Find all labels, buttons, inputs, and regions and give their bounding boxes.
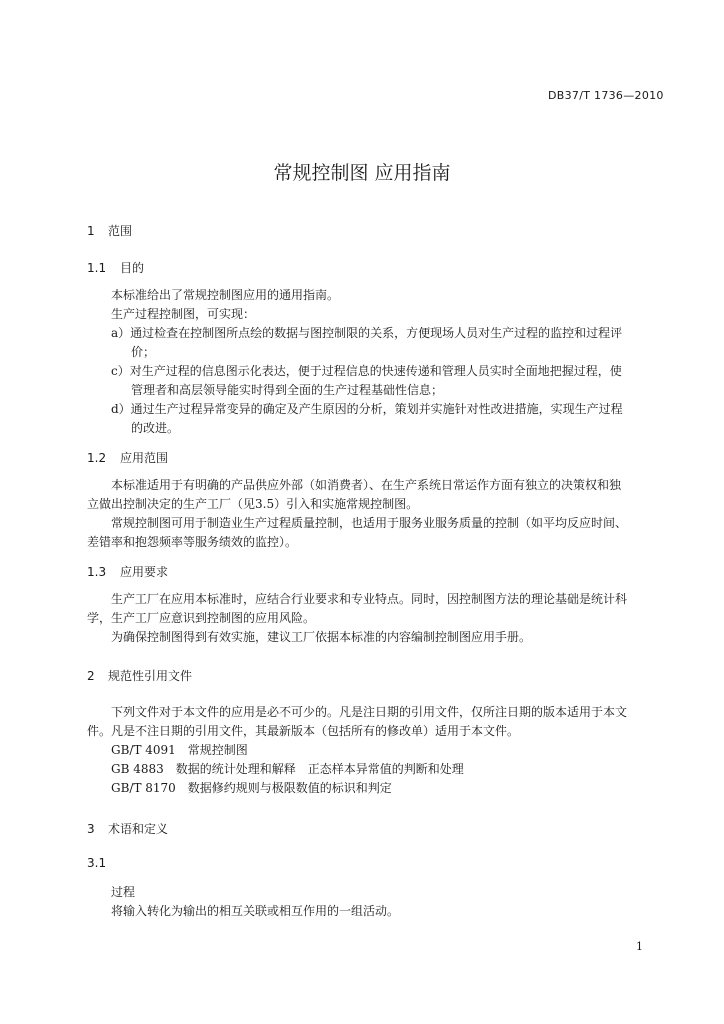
section-number: 1.3 xyxy=(87,565,107,579)
section-title: 目的 xyxy=(120,261,145,275)
paragraph-line: 下列文件对于本文件的应用是必不可少的。凡是注日期的引用文件，仅所注日期的版本适用于本文 xyxy=(111,705,628,719)
section-title: 范围 xyxy=(108,224,133,238)
reference-item: GB/T 4091 常规控制图 xyxy=(111,743,248,757)
section-heading xyxy=(87,820,168,837)
section-title: 应用要求 xyxy=(120,565,169,579)
page-number: 1 xyxy=(636,940,643,953)
section-heading xyxy=(87,259,144,276)
list-item-line: d）通过生产过程异常变异的确定及产生原因的分析，策划并实施针对性改进措施，实现生产过程 xyxy=(111,402,623,416)
section-number: 1.2 xyxy=(87,451,107,465)
section-number: 3 xyxy=(87,822,95,836)
section-heading xyxy=(87,222,132,239)
paragraph-line: 立做出控制决定的生产工厂（见3.5）引入和实施常规控制图。 xyxy=(87,497,419,511)
paragraph-line: 本标准给出了常规控制图应用的通用指南。 xyxy=(111,288,340,302)
paragraph-line: 常规控制图可用于制造业生产过程质量控制，也适用于服务业服务质量的控制（如平均反应时间、 xyxy=(111,516,628,530)
reference-item: GB/T 8170 数据修约规则与极限数值的标识和判定 xyxy=(111,781,392,795)
paragraph-line: 学，生产工厂应意识到控制图的应用风险。 xyxy=(87,611,316,625)
term-name: 过程 xyxy=(111,885,136,899)
paragraph-line: 本标准适用于有明确的产品供应外部（如消费者）、在生产系统日常运作方面有独立的决策权和独 xyxy=(111,478,622,492)
section-heading xyxy=(87,667,192,684)
document-code: DB37/T 1736—2010 xyxy=(548,89,664,102)
section-number: 2 xyxy=(87,669,95,683)
list-item-line: c）对生产过程的信息图示化表达，便于过程信息的快速传递和管理人员实时全面地把握过程，使 xyxy=(111,364,622,378)
section-heading xyxy=(87,563,168,580)
section-title: 应用范围 xyxy=(120,451,169,465)
section-heading xyxy=(87,449,168,466)
document-title: 常规控制图 应用指南 xyxy=(273,162,451,184)
section-title: 规范性引用文件 xyxy=(108,669,193,683)
section-heading xyxy=(87,856,106,870)
reference-item: GB 4883 数据的统计处理和解释 正态样本异常值的判断和处理 xyxy=(111,762,464,776)
paragraph-line: 生产过程控制图，可实现： xyxy=(111,307,256,321)
list-item-line: a）通过检查在控制图所点绘的数据与图控制限的关系，方便现场人员对生产过程的监控和过程评 xyxy=(111,326,623,340)
list-item-continuation: 的改进。 xyxy=(131,421,180,435)
list-item-continuation: 价； xyxy=(131,345,156,359)
paragraph-line: 为确保控制图得到有效实施，建议工厂依据本标准的内容编制控制图应用手册。 xyxy=(111,630,532,644)
section-number: 1.1 xyxy=(87,261,107,275)
term-definition: 将输入转化为输出的相互关联或相互作用的一组活动。 xyxy=(111,904,400,918)
section-number: 1 xyxy=(87,224,95,238)
section-title: 术语和定义 xyxy=(108,822,169,836)
paragraph-line: 生产工厂在应用本标准时，应结合行业要求和专业特点。同时，因控制图方法的理论基础是统计科 xyxy=(111,592,628,606)
paragraph-line: 差错率和抱怨频率等服务绩效的监控）。 xyxy=(87,535,298,549)
section-number: 3.1 xyxy=(87,856,107,870)
paragraph-line: 件。凡是不注日期的引用文件，其最新版本（包括所有的修改单）适用于本文件。 xyxy=(87,724,520,738)
list-item-continuation: 管理者和高层领导能实时得到全面的生产过程基础性信息； xyxy=(131,383,444,397)
